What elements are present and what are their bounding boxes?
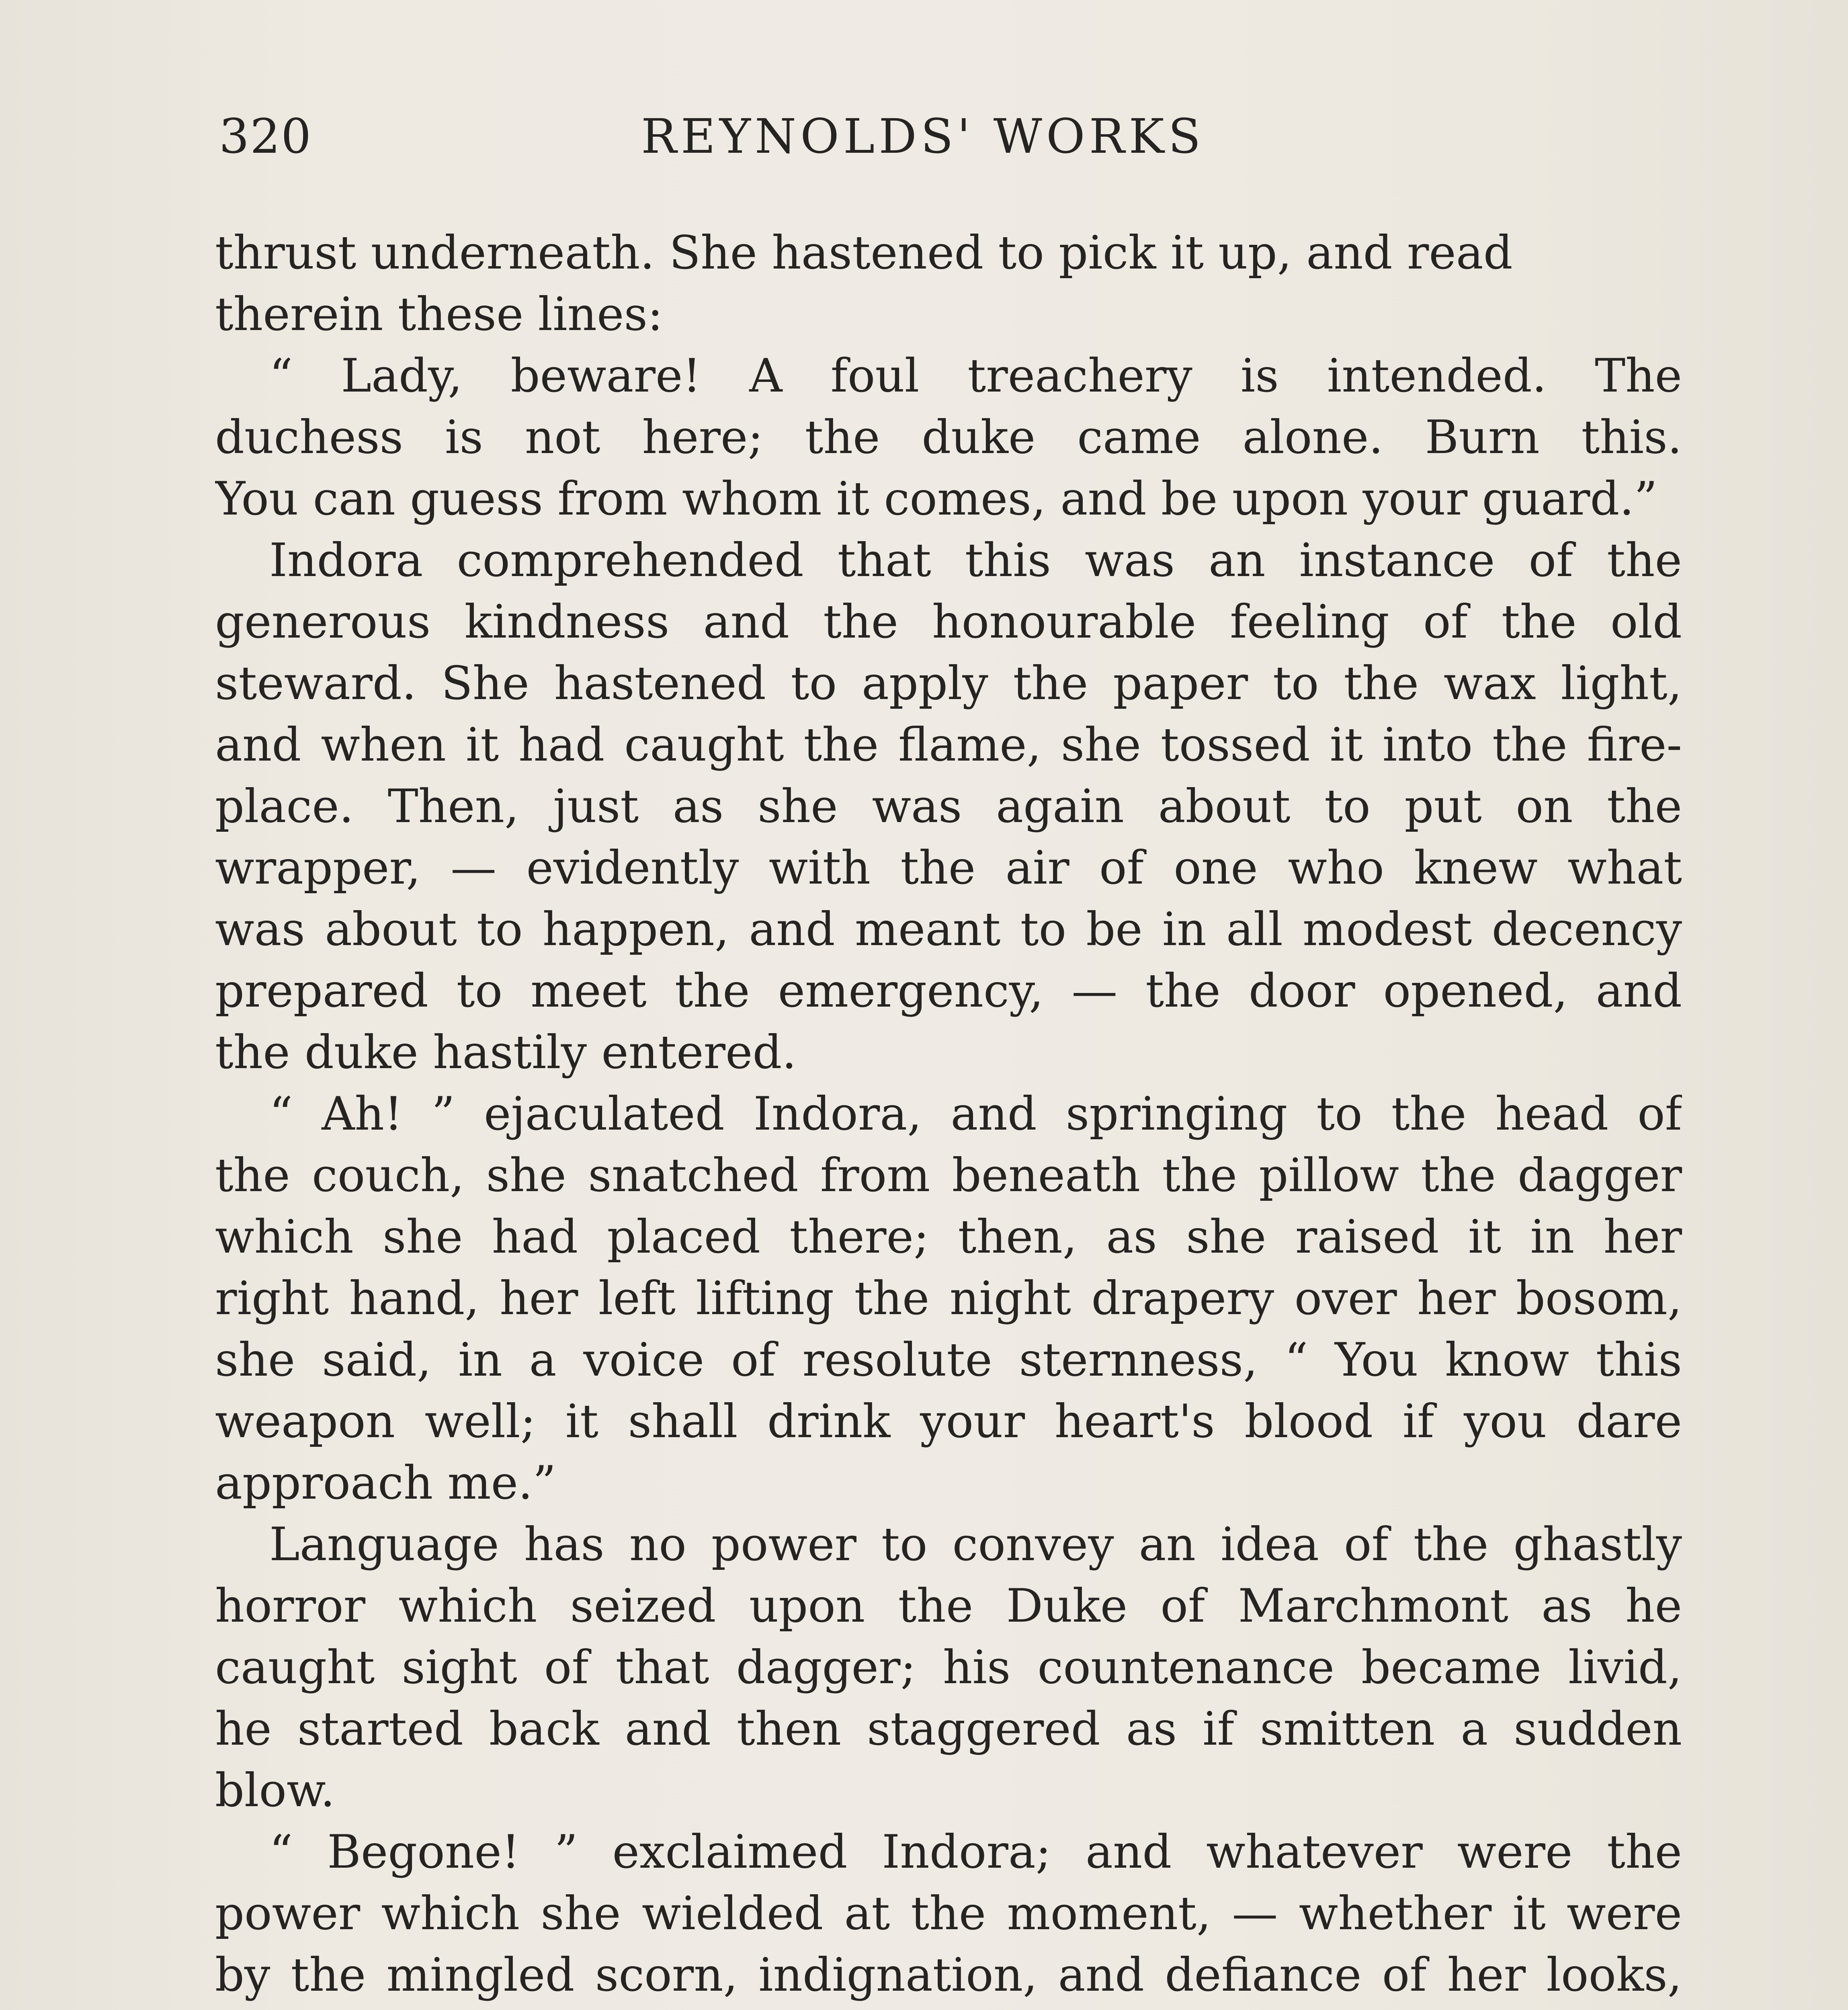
- text-line: steward. She hastened to apply the paper to the wax light,: [215, 656, 1682, 710]
- text-line: blow.: [215, 1764, 335, 1817]
- text-line: Indora comprehended that this was an instance of the: [269, 533, 1682, 587]
- text-line: thrust underneath. She hastened to pick it up, and read: [215, 226, 1513, 279]
- page-header: [219, 109, 1670, 173]
- text-line: horror which seized upon the Duke of Marchmont as he: [215, 1579, 1682, 1633]
- text-line: power which she wielded at the moment, — whether it were: [215, 1887, 1682, 1940]
- text-line: she said, in a voice of resolute sternness, “ You know this: [215, 1333, 1682, 1386]
- text-line: he started back and then staggered as if smitten a sudden: [215, 1702, 1682, 1756]
- text-line: weapon well; it shall drink your heart's blood if you dare: [215, 1395, 1682, 1448]
- text-line: by the mingled scorn, indignation, and defiance of her looks,: [215, 1948, 1682, 2002]
- running-title: REYNOLDS' WORKS: [641, 109, 1205, 164]
- text-line: wrapper, — evidently with the air of one who knew what: [215, 841, 1682, 894]
- text-line: You can guess from whom it comes, and be upon your guard.”: [215, 472, 1657, 525]
- text-line: approach me.”: [215, 1456, 556, 1510]
- text-line: place. Then, just as she was again about to put on the: [215, 779, 1682, 833]
- text-line: “ Ah! ” ejaculated Indora, and springing to the head of: [269, 1087, 1682, 1140]
- text-line: the couch, she snatched from beneath the pillow the dagger: [215, 1149, 1682, 1202]
- text-line: prepared to meet the emergency, — the door opened, and: [215, 964, 1682, 1017]
- text-line: duchess is not here; the duke came alone. Burn this.: [215, 410, 1682, 464]
- text-line: [215, 2006, 1682, 2010]
- page-number: 320: [219, 109, 312, 164]
- text-line: therein these lines:: [215, 287, 663, 341]
- text-line: and when it had caught the flame, she tossed it into the fire-: [215, 718, 1682, 771]
- body-text: [215, 222, 1682, 2010]
- text-line: “ Begone! ” exclaimed Indora; and whatever were the: [269, 1825, 1682, 1879]
- text-line: which she had placed there; then, as she raised it in her: [215, 1210, 1682, 1263]
- text-line: generous kindness and the honourable feeling of the old: [215, 595, 1682, 648]
- text-line: the duke hastily entered.: [215, 1026, 797, 1079]
- text-line: caught sight of that dagger; his countenance became livid,: [215, 1641, 1682, 1694]
- text-line: Language has no power to convey an idea of the ghastly: [269, 1518, 1682, 1571]
- text-line: “ Lady, beware! A foul treachery is intended. The: [269, 349, 1682, 402]
- text-line: right hand, her left lifting the night drapery over her bosom,: [215, 1272, 1682, 1325]
- text-line: was about to happen, and meant to be in all modest decency: [215, 902, 1682, 956]
